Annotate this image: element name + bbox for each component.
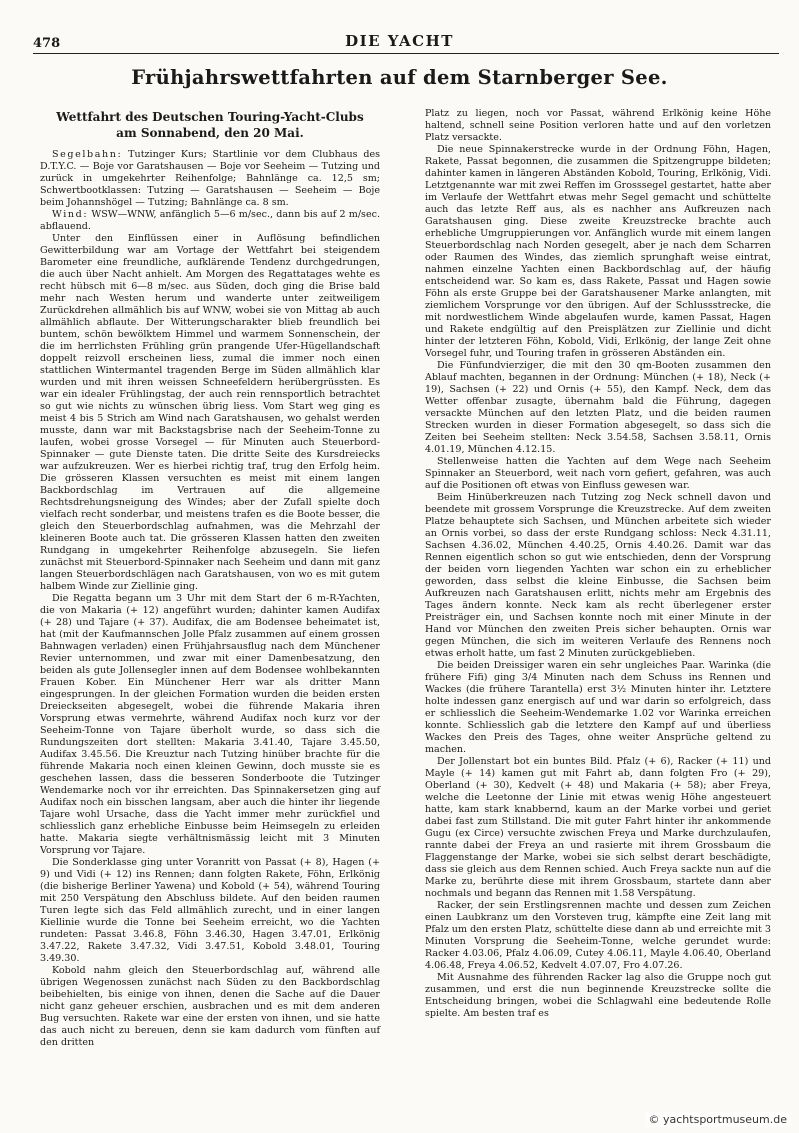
paragraph: Stellenweise hatten die Yachten auf dem Wege nach Seeheim Spinnaker an Steuerbord, weit nach vorn gefiert, gefahren, was auch auf die Positionen oft etwas von Einfluss gewesen war.: [425, 456, 771, 491]
paragraph-segelbahn: [40, 149, 380, 209]
paragraph: Platz zu liegen, noch vor Passat, während Erlkönig keine Höhe haltend, schnell seine Position verloren hatte und auf den vorletzen Platz versackte.: [425, 108, 771, 143]
article-title: Frühjahrswettfahrten auf dem Starnberger See.: [131, 66, 668, 89]
paragraph: Der Jollenstart bot ein buntes Bild. Pfalz (+ 6), Racker (+ 11) und Mayle (+ 14) kamen gut mit Fahrt ab, dann folgten Fro (+ 29), Oberland (+ 30), Kedvelt (+ 48) und Makaria (+ 58); aber Freya, welche die Leetonne der Linie mit etwas wenig Höhe angesteuert hatte, kam stark knabbernd, kaum an der Marke vorbei und geriet dabei fast zum Stillstand. Die mit guter Fahrt hinter ihr ankommende Gugu (ex Circe) versuchte zwischen Freya und Marke durchzulaufen, rannte dabei der Freya an und rasierte mit ihrem Grossbaum die Flaggenstange der Marke, wobei sie sich selbst derart beschädigte, dass sie gleich aus dem Rennen schied. Auch Freya sackte nun auf die Marke zu, berührte diese mit ihrem Grossbaum, startete dann aber nochmals und begann das Rennen mit 1.58 Verspätung.: [425, 756, 771, 899]
paragraph: Die Regatta begann um 3 Uhr mit dem Start der 6 m-R-Yachten, die von Makaria (+ 12) angeführt wurden; dahinter kamen Audifax (+ 28) und Tajare (+ 37). Audifax, die am Bodensee beheimatet ist, hat (mit der Kaufmannschen Jolle Pfalz zusammen auf einem grossen Bahnwagen verladen) einen Frühjahrsausflug nach dem Münchener Revier unternommen, und zwar mit einer Damenbesatzung, den beiden als gute Jollensegler innen auf dem Bodensee wohlbekannten Frauen Kober. Ein Münchener Herr war als dritter Mann eingesprungen. In der gleichen Formation wurden die beiden ersten Dreieckseiten abgesegelt, wobei die führende Makaria ihren Vorsprung etwas vermehrte, während Audifax noch kurz vor der Seeheim-Tonne von Tajare überholt wurde, so dass sich die Rundungszeiten dort stellten: Makaria 3.41.40, Tajare 3.45.50, Audifax 3.45.56. Die Kreuztur nach Tutzing hinüber brachte für die führende Makaria noch einen kleinen Gewinn, doch musste sie es geschehen lassen, dass die besseren Sonderboote die Tutzinger Wendemarke noch vor ihr erreichten. Das Spinnakersetzen ging auf Audifax noch ein bisschen langsam, aber auch die hinter ihr liegende Tajare wohl Ursache, dass die Yacht immer mehr zurückfiel und schliesslich ganz erhebliche Einbusse beim Heimsegeln zu erleiden hatte. Makaria siegte verhältnismässig leicht mit 3 Minuten Vorsprung vor Tajare.: [40, 593, 380, 857]
race-subtitle: Wettfahrt des Deutschen Touring-Yacht-Clubs am Sonnabend, den 20 Mai.: [56, 110, 364, 140]
left-column: [40, 110, 380, 1049]
paragraph: Die Sonderklasse ging unter Voranritt von Passat (+ 8), Hagen (+ 9) und Vidi (+ 12) ins Rennen; dann folgten Rakete, Föhn, Erlkönig (die bisherige Berliner Yawena) und Kobold (+ 54), während Touring mit 250 Verspätung den Abschluss bildete. Auf den beiden raumen Turen legte sich das Feld allmählich zurecht, und in einer langen Kiellinie wurde die Tonne bei Seeheim erreicht, wo die Yachten rundeten: Passat 3.46.8, Föhn 3.46.30, Hagen 3.47.01, Erlkönig 3.47.22, Rakete 3.47.32, Vidi 3.47.51, Kobold 3.48.01, Touring 3.49.30.: [40, 857, 380, 965]
paragraph-wind: [40, 209, 380, 233]
page-number: 478: [33, 36, 61, 51]
header-rule: [33, 53, 779, 54]
paragraph: Die neue Spinnakerstrecke wurde in der Ordnung Föhn, Hagen, Rakete, Passat begonnen, die zusammen die Spitzengruppe bildeten; dahinter kamen in längeren Abständen Kobold, Touring, Erlkönig, Vidi. Letztgenannte war mit zwei Reffen im Grosssegel gestartet, hatte aber im Verlaufe der Wettfahrt etwas mehr Segel gemacht und schüttelte auch das letzte Reff aus, als es nachher ans Aufkreuzen nach Garatshausen ging. Diese zweite Kreuzstrecke brachte auch erhebliche Umgruppierungen vor. Anfänglich wurde mit einem langen Steuerbordschlag nach Norden gesegelt, aber je nach dem Scharren oder Raumen des Windes, das ziemlich sprunghaft weise eintrat, nahmen einzelne Yachten einen Backbordschlag auf, der häufig entscheidend war. So kam es, dass Rakete, Passat und Hagen sowie Föhn als erste Gruppe bei der Garatshausener Marke anlangten, mit ziemlichem Vorsprunge vor den übrigen. Auf der Schlussstrecke, die mit nordwestlichem Winde abgelaufen wurde, kamen Passat, Hagen und Rakete endgültig auf den Preisplätzen zur Ziellinie und dicht hinter der letzteren Föhn, Kobold, Vidi, Erlkönig, der lange Zeit ohne Vorsegel fuhr, und Touring trafen in grösseren Abständen ein.: [425, 144, 771, 359]
paragraph: Unter den Einflüssen einer in Auflösung befindlichen Gewitterbildung war am Vortage der Wettfahrt bei steigendem Barometer eine freundliche, aufklärende Tendenz durchgedrungen, die auch über Nacht anhielt. Am Morgen des Regattatages wehte es recht hübsch mit 6—8 m/sec. aus Süden, doch ging die Brise bald mehr nach Westen herum und wanderte unter zeitweiligem Zurückdrehen allmählich bis auf WNW, wobei sie von Mittag ab auch allmählich abflaute. Der Witterungscharakter blieb freundlich bei buntem, schön bewölktem Himmel und warmem Sonnenschein, der die im herrlichsten Frühling grün prangende Ufer-Hügellandschaft doppelt reizvoll erscheinen liess, zumal die immer noch einen stattlichen Wintermantel tragenden Berge im Süden allmählich klar wurden und mit ihren weissen Schneefeldern herübergrüssten. Es war ein idealer Frühlingstag, der auch rein rennsportlich betrachtet so gut wie nichts zu wünschen übrig liess. Vom Start weg ging es meist 4 bis 5 Strich am Wind nach Garatshausen, wo gehalst werden musste, dann war mit Backstagsbrise nach der Seeheim-Tonne zu laufen, wobei grosse Vorsegel — für Minuten auch Steuerbord-Spinnaker — gute Dienste taten. Die dritte Seite des Kursdreiecks war aufzukreuzen. Wer es hierbei richtig traf, trug den Erfolg heim. Die grösseren Klassen versuchten es meist mit einem langen Backbordschlag im Vertrauen auf die allgemeine Rechtsdrehungsneigung des Windes; aber der Zufall spielte doch vielfach recht sonderbar, und meistens trafen es die Boote besser, die gleich den Steuerbordschlag aufnahmen, was die Mehrzahl der kleineren Boote auch tat. Die grösseren Klassen hatten den zweiten Rundgang in umgekehrter Reihenfolge abzusegeln. Sie liefen zunächst mit Steuerbord-Spinnaker nach Seeheim und dann mit ganz langen Steuerbordschlägen nach Garatshausen, von wo es mit gutem halbem Winde zur Ziellinie ging.: [40, 233, 380, 593]
segelbahn-label: Segelbahn:: [52, 149, 123, 161]
watermark-credit: © yachtsportmuseum.de: [645, 1112, 791, 1127]
paragraph: Die Fünfundvierziger, die mit den 30 qm-Booten zusammen den Ablauf machten, begannen in der Ordnung: München (+ 18), Neck (+ 19), Sachsen (+ 22) und Ornis (+ 55), den Kampf. Neck, dem das Wetter offenbar zusagte, übernahm bald die Führung, dagegen versackte München auf den letzten Platz, und die beiden raumen Strecken wurden in dieser Formation abgesegelt, so dass sich die Zeiten bei Seeheim stellten: Neck 3.54.58, Sachsen 3.58.11, Ornis 4.01.19, München 4.12.15.: [425, 360, 771, 455]
paragraph: Kobold nahm gleich den Steuerbordschlag auf, während alle übrigen Wegenossen zunächst nach Süden zu den Backbordschlag beibehielten, bis einige von ihnen, denen die Sache auf die Dauer nicht ganz geheuer erschien, ausbrachen und es mit dem anderen Bug versuchten. Rakete war eine der ersten von ihnen, und sie hatte das auch nicht zu bereuen, denn sie kam dadurch vom fünften auf den dritten: [40, 965, 380, 1049]
wind-text: WSW—WNW, anfänglich 5—6 m/sec., dann bis auf 2 m/sec. abflauend.: [40, 209, 380, 233]
right-column: [425, 108, 771, 1020]
paragraph: Die beiden Dreissiger waren ein sehr ungleiches Paar. Warinka (die frühere Fifi) ging 3/4 Minuten nach dem Schuss ins Rennen und Wackes (die frühere Tarantella) erst 3½ Minuten hinter ihr. Letztere holte indessen ganz energisch auf und war darin so erfolgreich, dass er schliesslich die Seeheim-Wendemarke 1.02 vor Warinka erreichen konnte. Schliesslich gab die letztere den Kampf auf und überliess Wackes den Preis des Tages, ohne weiter Ansprüche geltend zu machen.: [425, 660, 771, 755]
paragraph: Beim Hinüberkreuzen nach Tutzing zog Neck schnell davon und beendete mit grossem Vorsprunge die Kreuzstrecke. Auf dem zweiten Platze behauptete sich Sachsen, und München arbeitete sich wieder an Ornis vorbei, so dass der erste Rundgang schloss: Neck 4.31.11, Sachsen 4.36.02, München 4.40.25, Ornis 4.40.26. Damit war das Rennen eigentlich schon so gut wie entschieden, denn der Vorsprung der beiden vorn liegenden Yachten war schon ein zu erheblicher geworden, dass selbst die kleine Einbusse, die Sachsen beim Aufkreuzen nach Garatshausen erlitt, nichts mehr am Ergebnis des Tages ändern konnte. Neck kam als recht überlegener erster Preisträger ein, und Sachsen konnte noch mit einer Minute in der Hand vor München den zweiten Preis sicher behaupten. Ornis war gegen München, die sich im weiteren Verlaufe des Rennens noch etwas erholt hatte, um fast 2 Minuten zurückgeblieben.: [425, 492, 771, 659]
wind-label: Wind:: [52, 209, 89, 221]
running-title: DIE YACHT: [345, 32, 454, 50]
paragraph: Racker, der sein Erstlingsrennen machte und dessen zum Zeichen einen Laubkranz um den Vorsteven trug, kämpfte eine Zeit lang mit Pfalz um den ersten Platz, schüttelte diese dann ab und erreichte mit 3 Minuten Vorsprung die Seeheim-Tonne, welche gerundet wurde: Racker 4.03.06, Pfalz 4.06.09, Cutey 4.06.11, Mayle 4.06.40, Oberland 4.06.48, Freya 4.06.52, Kedvelt 4.07.07, Fro 4.07.26.: [425, 900, 771, 971]
paragraph: Mit Ausnahme des führenden Racker lag also die Gruppe noch gut zusammen, und erst die nun beginnende Kreuzstrecke sollte die Entscheidung bringen, wobei die Schlagwahl eine bedeutende Rolle spielte. Am besten traf es: [425, 972, 771, 1019]
segelbahn-text: Tutzinger Kurs; Startlinie vor dem Clubhaus des D.T.Y.C. — Boje vor Garatshausen — Boje vor Seeheim — Tutzing und zurück in umgekehrter Reihenfolge; Bahnlänge ca. 12,5 sm; Schwertbootklassen: Tutzing — Garatshausen — Seeheim — Boje beim Johannshögel — Tutzing; Bahnlänge ca. 8 sm.: [40, 149, 380, 209]
